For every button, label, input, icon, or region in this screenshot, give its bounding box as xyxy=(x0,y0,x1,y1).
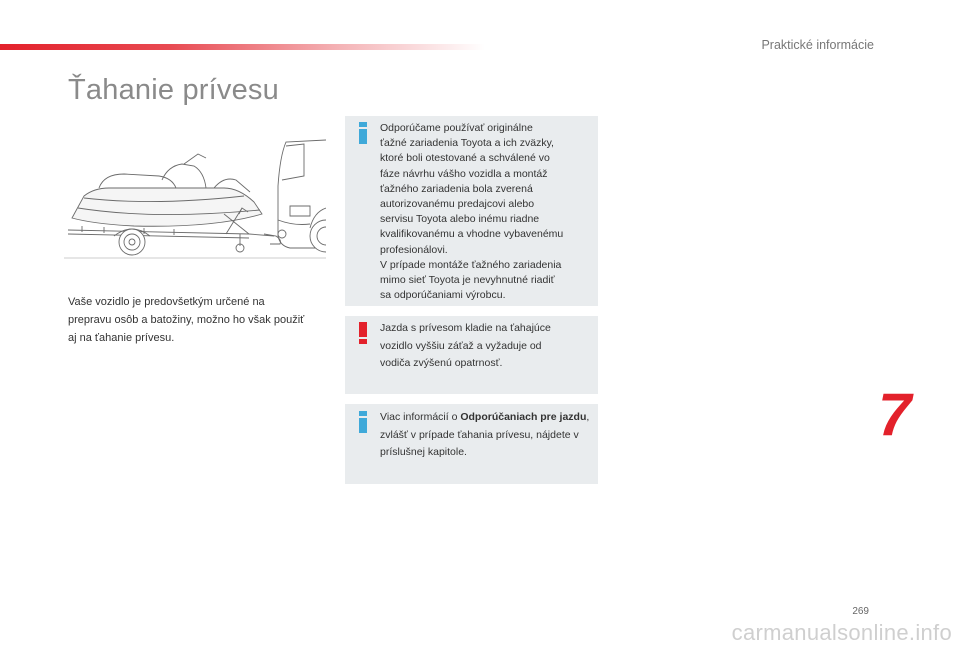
page-title: Ťahanie prívesu xyxy=(68,74,279,106)
info-line: fáze návrhu vášho vozidla a montáž xyxy=(380,167,548,180)
info-line: kvalifikovanému a vhodne vybavenému xyxy=(380,228,564,241)
info-line: profesionálovi. xyxy=(380,243,448,256)
info-line: mimo sieť Toyota je nevyhnutné riadiť xyxy=(380,274,555,287)
info-paragraph xyxy=(380,409,590,462)
info-icon xyxy=(359,411,367,433)
info-line: V prípade montáže ťažného zariadenia xyxy=(380,258,562,271)
warning-line: vozidlo vyššiu záťaž a vyžaduje od xyxy=(380,339,542,352)
info-box-driving-recommendations xyxy=(345,404,598,484)
info-box-genuine-equipment xyxy=(345,116,598,306)
info-icon xyxy=(359,122,367,144)
warning-icon xyxy=(359,322,367,344)
info-line: ťažné zariadenia Toyota a ich zväzky, xyxy=(380,137,554,150)
trailer-illustration xyxy=(64,136,326,266)
info-line: servisu Toyota alebo inému riadne xyxy=(380,213,540,226)
header-accent-bar xyxy=(0,44,485,50)
info-text: Viac informácií o xyxy=(380,411,461,423)
info-line: Odporúčame používať originálne xyxy=(380,122,533,134)
info-line: sa odporúčaniami výrobcu. xyxy=(380,289,506,302)
watermark: carmanualsonline.info xyxy=(731,620,952,645)
intro-paragraph: Vaše vozidlo je predovšetkým určené na prepravu osôb a batožiny, možno ho však použiť aj na ťahanie prívesu. xyxy=(68,296,305,344)
info-bold-reference: Odporúčaniach pre jazdu xyxy=(460,411,587,423)
warning-box-towing xyxy=(345,316,598,394)
warning-line: Jazda s prívesom kladie na ťahajúce xyxy=(380,322,551,334)
chapter-number: 7 xyxy=(878,381,912,448)
warning-line: vodiča zvýšenú opatrnosť. xyxy=(380,357,503,369)
page-number: 269 xyxy=(852,606,869,617)
section-title: Praktické informácie xyxy=(761,38,874,52)
info-line: ťažného zariadenia bola zverená xyxy=(380,182,533,195)
info-text: , zvlášť v prípade ťahania prívesu, nájdete v príslušnej kapitole. xyxy=(380,411,590,458)
info-line: autorizovanému predajcovi alebo xyxy=(380,198,535,211)
info-line: ktoré boli otestované a schválené vo xyxy=(380,152,550,165)
